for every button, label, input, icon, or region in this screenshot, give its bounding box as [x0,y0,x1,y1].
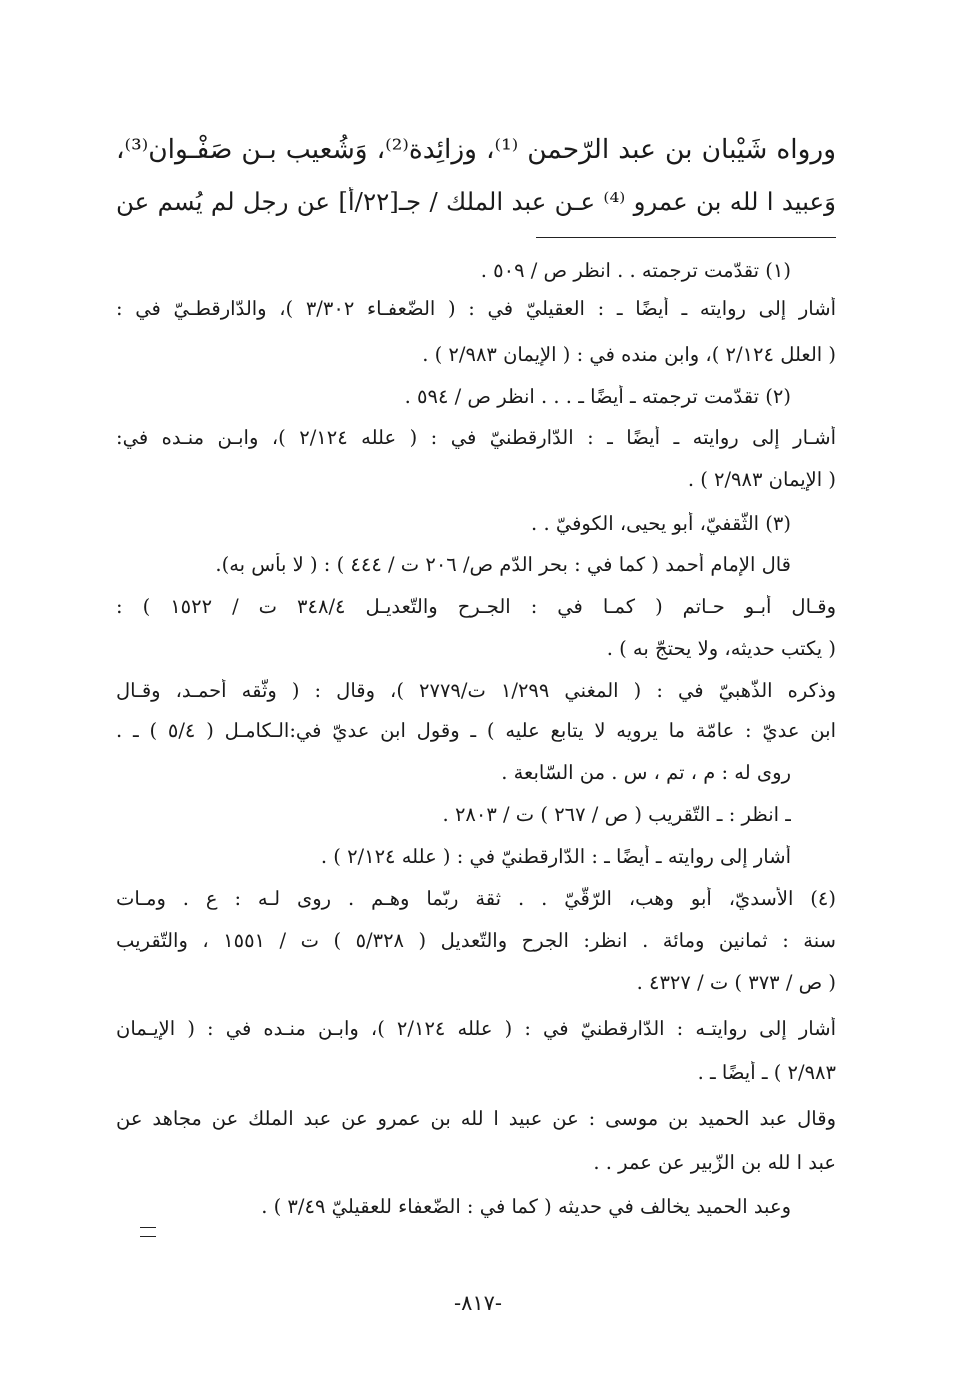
footnote-1-line-2: أشار إلى روايته ـ أيضًا ـ : العقيليّ في : ( الضّعفـاء ٣/٣٠٢ )، والدّارقطـيّ في : [116,297,836,320]
footnote-3-line-9: أشار إلى روايته ـ أيضًا ـ : الدّارقطنيّ في : ( علله ٢/١٢٤ ) . [320,845,791,868]
footnote-4-line-3: ( ص / ٣٧٣ ) ت / ٤٣٢٧ . [636,971,836,994]
closing-line-3: وعبد الحميد يخالف في حديثه ( كما في : الضّعفاء للعقيليّ ٣/٤٩ ) . [261,1195,791,1218]
footnote-3-line-2: قال الإمام أحمد ( كما في : بحر الدّم ص/ ٢٠٦ ت / ٤٤٤ ) : ( لا بأس به). [215,553,791,576]
footnote-2-line-3: ( الإيمان ٢/٩٨٣ ) . [687,468,836,491]
footnote-2-line-1: (٢) تقدّمت ترجمته ـ أيضًا ـ . . . انظر ص / ٥٩٤ . [404,385,791,408]
footnote-4-line-1: (٤) الأسديّ، أبو وهب، الرّقّيّ . . ثقة ربّما وهـم . روى لـه : ع . ومـات [116,887,836,910]
footnote-3-line-4: ( يكتب حديثه، ولا يحتجّ به ) . [606,637,836,660]
closing-line-2: عبد ا لله بن الزّبير عن عمر . . [593,1151,836,1174]
continuation-mark [140,1227,156,1237]
footnote-4-line-5: ٢/٩٨٣ ) ـ أيضًا ـ . [697,1061,836,1084]
page-number: -٨١٧- [453,1291,503,1315]
footnote-3-line-6: ابن عديّ : عامّة ما يرويه لا يتابع عليه ) ـ وقول ابن عديّ في:الـكامـل ( ٥/٤ ) ـ . [116,719,836,742]
footnote-4-line-4: أشار إلى روايتـه : الدّارقطنيّ في : ( علله ٢/١٢٤ )، وابـن منـده في : ( الإيـمان [116,1017,836,1040]
footnote-2-line-2: أشـار إلى روايته ـ أيضًا ـ : الدّارقطنيّ في : ( علله ٢/١٢٤ )، وابـن منـده في: [116,426,836,449]
main-text-line-2: وَعبيد ا لله بن عمرو ⁽⁴⁾ عـن عبد الملك / جـ[٢٢/أ] عن رجل لم يُسم عن [116,187,836,216]
footnote-3-line-3: وقـال أبـو حـاتم ( كمـا في : الجـرح والتّعديـل ٣٤٨/٤ ت / ١٥٢٢ ) : [116,595,836,618]
footnote-3-line-1: (٣) الثّقفيّ، أبو يحيى، الكوفيّ . . [531,512,791,535]
footnote-1-line-3: ( العلل ٢/١٢٤ )، وابن منده في : ( الإيمان ٢/٩٨٣ ) . [422,343,836,366]
footnote-3-line-8: ـ انظر : ـ التّقريب ( ص / ٢٦٧ ) ت / ٢٨٠٣ . [442,803,791,826]
footnote-separator [536,237,836,238]
footnote-3-line-5: وذكره الذّهبيّ في : ( المغني ١/٢٩٩ ت/٢٧٧٩ )، وقال : ( وثّقه أحمـد، وقـال [116,679,836,702]
footnote-1-line-1: (١) تقدّمت ترجمته . . انظر ص / ٥٠٩ . [480,259,791,282]
main-text-line-1: ورواه شَيْبان بن عبد الرّحمن ⁽¹⁾، وزائِدة⁽²⁾، وَشُعيب بـن صَفْـوان⁽³⁾، [116,134,836,165]
footnote-4-line-2: سنة : ثمانين ومائة . انظر: الجرح والتّعديل ( ٥/٣٢٨ ) ت / ١٥٥١ ، والتّقريب [116,929,836,952]
closing-line-1: وقال عبد الحميد بن موسى : عن عبيد ا لله بن عمرو عن عبد الملك عن مجاهد عن [116,1107,836,1130]
footnote-3-line-7: روى له : م ، تم ، س . من السّابعة . [501,761,791,784]
